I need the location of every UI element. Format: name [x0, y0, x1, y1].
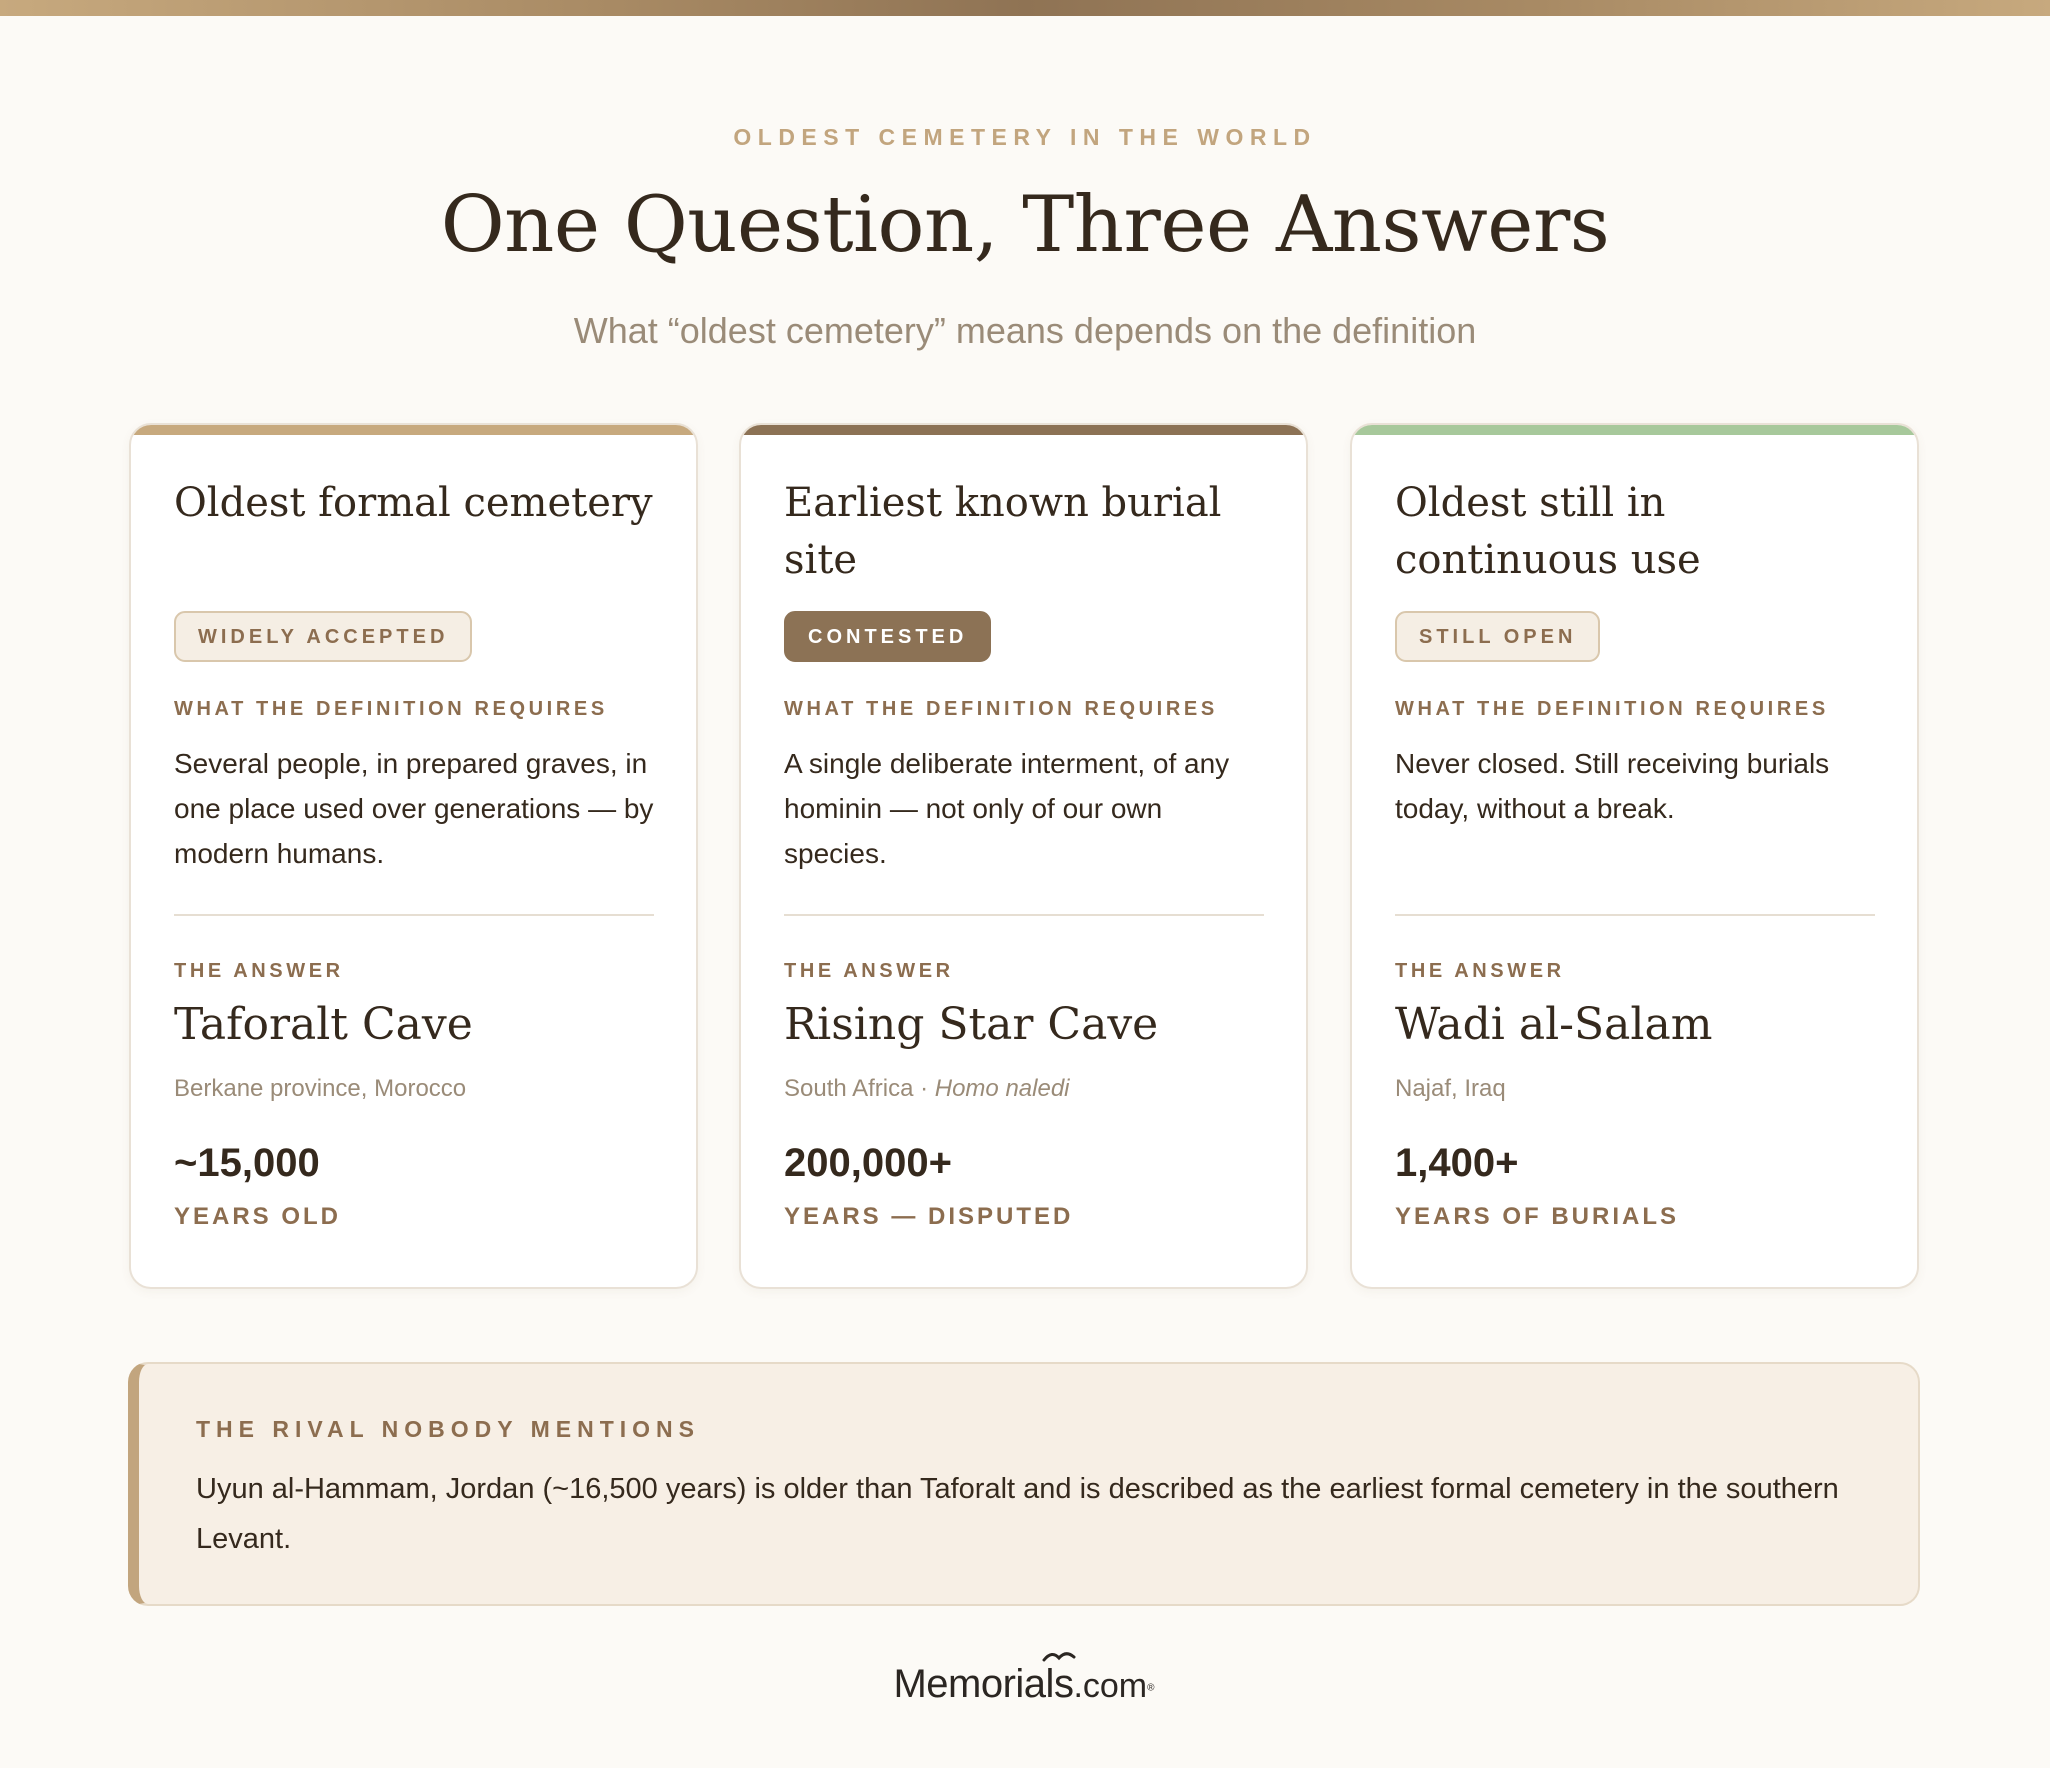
answer-label: THE ANSWER — [784, 960, 954, 982]
status-badge: STILL OPEN — [1395, 611, 1600, 662]
answer-location-text: Berkane province, Morocco — [174, 1075, 467, 1102]
eyebrow-label: OLDEST CEMETERY IN THE WORLD — [733, 124, 1317, 150]
stat-unit: YEARS OF BURIALS — [1395, 1203, 1680, 1230]
memorials-logo — [884, 1648, 1164, 1708]
divider — [174, 914, 654, 916]
logo-tld: .com — [1073, 1667, 1148, 1705]
stat-unit: YEARS OLD — [174, 1203, 342, 1230]
rival-callout — [128, 1362, 1920, 1606]
stat-value: 200,000+ — [784, 1141, 952, 1185]
callout-text: Uyun al-Hammam, Jordan (~16,500 years) is older than Taforalt and is described as the earliest formal cemetery in the southern Levant. — [196, 1473, 1839, 1555]
status-badge: CONTESTED — [784, 611, 991, 662]
stat-unit: YEARS — DISPUTED — [784, 1203, 1074, 1230]
requirement-text: A single deliberate interment, of any hominin — not only of our own species. — [784, 748, 1230, 869]
card-title: Earliest known burial site — [784, 480, 1222, 583]
answer-name: Wadi al-Salam — [1395, 999, 1713, 1050]
requirement-text: Several people, in prepared graves, in one place used over generations — by modern humans. — [174, 748, 654, 869]
card-continuous-use — [1350, 423, 1919, 1289]
card-accent-bar — [1352, 425, 1917, 435]
card-earliest-burial — [739, 423, 1308, 1289]
answer-location-text: South Africa · — [784, 1075, 935, 1102]
stat-value: ~15,000 — [174, 1141, 320, 1185]
stat-value: 1,400+ — [1395, 1141, 1519, 1185]
card-title: Oldest still in continuous use — [1395, 480, 1701, 583]
divider — [784, 914, 1264, 916]
requirement-text: Never closed. Still receiving burials today, without a break. — [1395, 748, 1830, 824]
logo-word-part1: Memor — [893, 1662, 1016, 1706]
requirement-label: WHAT THE DEFINITION REQUIRES — [1395, 698, 1829, 720]
answer-location-species: Homo naledi — [934, 1075, 1070, 1102]
answer-location — [1395, 1075, 1875, 1103]
answer-label: THE ANSWER — [174, 960, 344, 982]
logo-word-part2: ials — [1015, 1662, 1074, 1706]
card-title: Oldest formal cemetery — [174, 480, 653, 526]
page-subtitle: What “oldest cemetery” means depends on the definition — [573, 310, 1477, 351]
requirement-label: WHAT THE DEFINITION REQUIRES — [174, 698, 608, 720]
answer-name: Rising Star Cave — [784, 999, 1159, 1050]
answer-location — [784, 1075, 1264, 1103]
card-accent-bar — [741, 425, 1306, 435]
answer-location — [174, 1075, 654, 1103]
page-title: One Question, Three Answers — [440, 180, 1610, 270]
status-badge: WIDELY ACCEPTED — [174, 611, 472, 662]
answer-location-text: Najaf, Iraq — [1395, 1075, 1506, 1102]
divider — [1395, 914, 1875, 916]
answer-label: THE ANSWER — [1395, 960, 1565, 982]
callout-label: THE RIVAL NOBODY MENTIONS — [196, 1416, 700, 1442]
requirement-label: WHAT THE DEFINITION REQUIRES — [784, 698, 1218, 720]
card-formal-cemetery — [129, 423, 698, 1289]
top-accent-bar — [0, 0, 2050, 16]
answer-name: Taforalt Cave — [174, 999, 473, 1050]
logo-registered-mark: ® — [1147, 1682, 1155, 1694]
card-accent-bar — [131, 425, 696, 435]
logo-wordmark — [893, 1662, 1073, 1706]
